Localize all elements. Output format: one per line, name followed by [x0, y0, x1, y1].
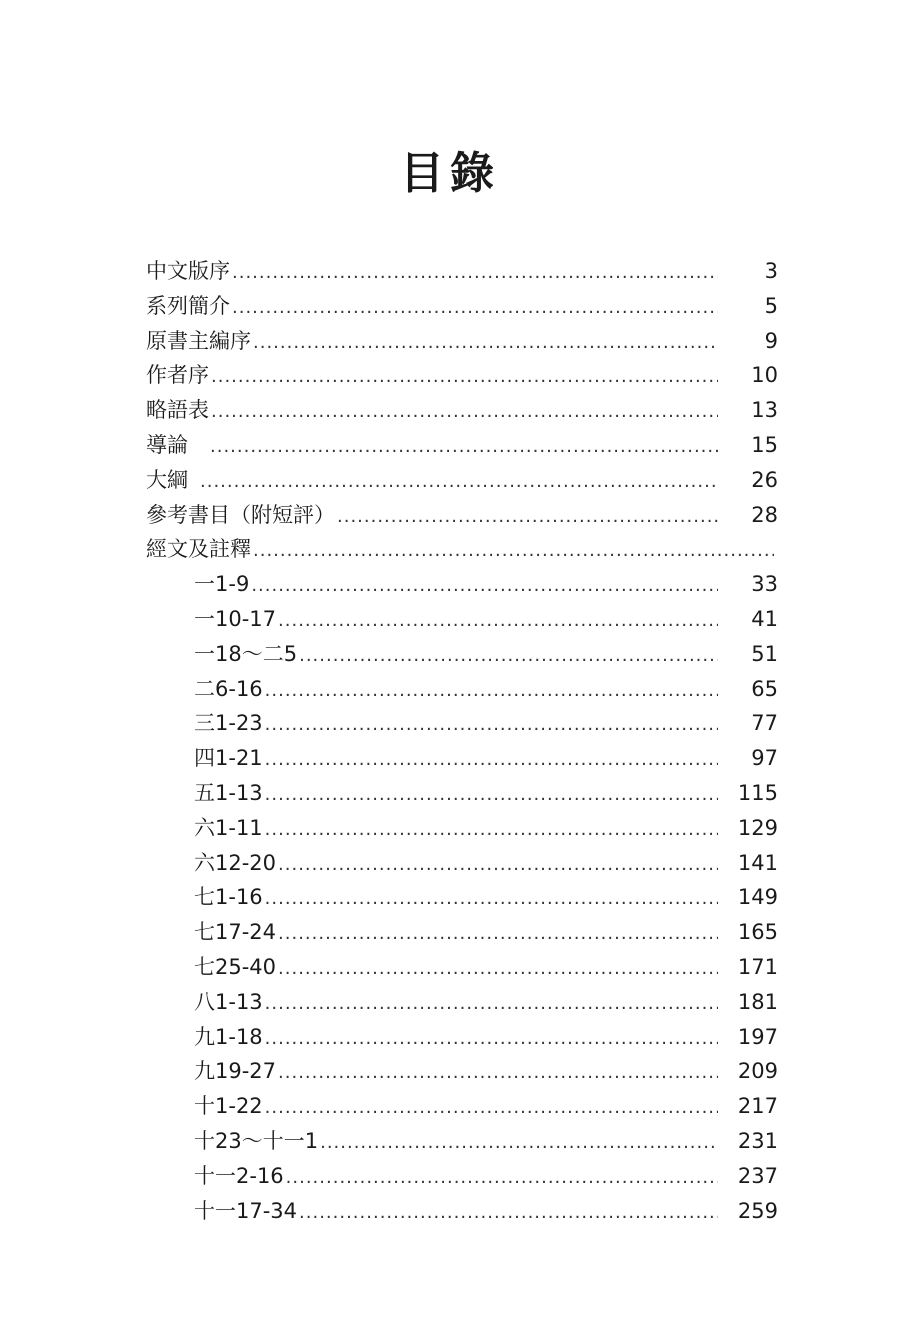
toc-sub-entry-label: 一18～二5: [194, 641, 298, 666]
toc-sub-entry[interactable]: [146, 811, 778, 846]
toc-entry[interactable]: [146, 532, 778, 567]
leader-dots: [265, 743, 718, 778]
toc-sub-entry-label: 二6-16: [194, 676, 263, 701]
leader-dots: [299, 639, 718, 674]
toc-sub-entry-page: 231: [737, 1128, 778, 1153]
leader-dots: [299, 1196, 718, 1231]
toc-entry-page: 10: [751, 363, 778, 388]
leader-dots: [232, 256, 718, 291]
toc-sub-entry-page: 197: [737, 1024, 778, 1049]
toc-entry-page: 28: [751, 502, 778, 527]
leader-dots: [278, 604, 718, 639]
toc-sub-entry-label: 七25-40: [194, 954, 277, 979]
toc-sub-entry[interactable]: [146, 741, 778, 776]
toc-sub-entry-label: 九1-18: [194, 1024, 263, 1049]
toc-sub-entry-page: 51: [751, 641, 778, 666]
toc-sub-entry[interactable]: [146, 846, 778, 881]
leader-dots: [265, 674, 718, 709]
toc-entry-page: 9: [764, 328, 778, 353]
leader-dots: [320, 1126, 718, 1161]
toc-sub-entry-label: 三1-23: [194, 711, 263, 736]
toc-sub-entry[interactable]: [146, 915, 778, 950]
toc-sub-entry[interactable]: [146, 1124, 778, 1159]
toc-sub-entry-page: 129: [737, 815, 778, 840]
leader-dots: [265, 882, 718, 917]
toc-sub-entry-page: 171: [737, 954, 778, 979]
toc-sub-entry[interactable]: [146, 985, 778, 1020]
toc-entry-label: 經文及註釋: [146, 537, 251, 562]
leader-dots: [253, 534, 774, 569]
toc-entry-page: 3: [764, 259, 778, 283]
toc-sub-entry-label: 六12-20: [194, 850, 277, 875]
leader-dots: [286, 1161, 718, 1196]
toc-entry-page: 13: [751, 398, 778, 423]
toc-sub-entry-label: 五1-13: [194, 780, 263, 805]
toc-sub-entry-label: 一1-9: [194, 572, 250, 597]
leader-dots: [200, 465, 718, 500]
toc-sub-entry-page: 41: [751, 606, 778, 631]
toc-entry[interactable]: [146, 254, 778, 289]
toc-entry[interactable]: [146, 428, 778, 463]
toc-sub-entry-label: 九19-27: [194, 1059, 277, 1084]
leader-dots: [251, 569, 718, 604]
leader-dots: [278, 917, 718, 952]
toc-sub-entry[interactable]: [146, 1054, 778, 1089]
page-title: 目錄: [400, 148, 500, 199]
leader-dots: [265, 1091, 718, 1126]
leader-dots: [232, 291, 718, 326]
toc-sub-entry[interactable]: [146, 672, 778, 707]
leader-dots: [253, 326, 718, 361]
toc-sub-entry[interactable]: [146, 706, 778, 741]
toc-sub-entry-page: 115: [737, 780, 778, 805]
toc-entry-label: 作者序: [146, 363, 209, 388]
toc-sub-entry-page: 181: [737, 989, 778, 1014]
toc-entry-page: 15: [751, 432, 778, 457]
toc-sub-entry-page: 217: [737, 1094, 778, 1119]
leader-dots: [211, 395, 718, 430]
toc-sub-entry-label: 一10-17: [194, 606, 277, 631]
toc-sub-entry-page: 65: [751, 676, 778, 701]
toc-sub-entry-label: 六1-11: [194, 815, 263, 840]
toc-entry-label: 系列簡介: [146, 293, 230, 318]
leader-dots: [265, 987, 718, 1022]
toc-sub-entry[interactable]: [146, 776, 778, 811]
toc-entry-label: 略語表: [146, 398, 209, 423]
toc-sub-entry-page: 33: [751, 572, 778, 597]
toc-entry-page: 26: [751, 467, 778, 492]
toc-entry-label: 導論: [146, 432, 188, 457]
toc-sub-entry-page: 77: [751, 711, 778, 736]
toc-sub-entry[interactable]: [146, 602, 778, 637]
toc-entry-label: 中文版序: [146, 259, 230, 283]
toc-entry[interactable]: [146, 498, 778, 533]
toc-sub-entry-page: 237: [737, 1163, 778, 1188]
toc-entry[interactable]: [146, 463, 778, 498]
toc-sub-entry[interactable]: [146, 950, 778, 985]
toc-sub-entry[interactable]: [146, 1194, 778, 1229]
toc-entry[interactable]: [146, 324, 778, 359]
toc-sub-entry-page: 97: [751, 746, 778, 771]
toc-sub-entry[interactable]: [146, 1089, 778, 1124]
toc-entry-label: 大綱: [146, 467, 188, 492]
leader-dots: [265, 778, 718, 813]
leader-dots: [265, 1022, 718, 1057]
leader-dots: [278, 1056, 718, 1091]
leader-dots: [337, 500, 718, 535]
toc-entry-page: 5: [764, 293, 778, 318]
toc-sub-entry[interactable]: [146, 880, 778, 915]
leader-dots: [278, 848, 718, 883]
toc-sub-entry-page: 259: [737, 1198, 778, 1223]
toc-sub-entry-label: 七17-24: [194, 920, 277, 945]
toc-sub-entry[interactable]: [146, 1020, 778, 1055]
leader-dots: [265, 708, 718, 743]
toc-sub-entry-page: 209: [737, 1059, 778, 1084]
toc-entry[interactable]: [146, 358, 778, 393]
toc-sub-entry-label: 十23～十一1: [194, 1128, 319, 1153]
toc-sub-entry-label: 十一17-34: [194, 1198, 298, 1223]
toc-sub-entry-page: 165: [737, 920, 778, 945]
leader-dots: [211, 360, 718, 395]
toc-entry-label: 參考書目（附短評）: [146, 502, 335, 527]
toc-sub-entry[interactable]: [146, 567, 778, 602]
toc-sub-entry-label: 八1-13: [194, 989, 263, 1014]
toc-entry[interactable]: [146, 393, 778, 428]
toc-entry-label: 原書主編序: [146, 328, 251, 353]
toc-sub-entry-label: 十1-22: [194, 1094, 263, 1119]
toc-entry[interactable]: [146, 289, 778, 324]
toc-sub-entry[interactable]: [146, 1159, 778, 1194]
leader-dots: [265, 813, 718, 848]
toc-sub-entry-label: 十一2-16: [194, 1163, 284, 1188]
toc-sub-entry-label: 四1-21: [194, 746, 263, 771]
toc-sub-entry-label: 七1-16: [194, 885, 263, 910]
leader-dots: [278, 952, 718, 987]
table-of-contents: [146, 254, 778, 1228]
toc-sub-entry[interactable]: [146, 637, 778, 672]
toc-sub-entry-page: 149: [737, 885, 778, 910]
leader-dots: [210, 430, 718, 465]
toc-sub-entry-page: 141: [737, 850, 778, 875]
